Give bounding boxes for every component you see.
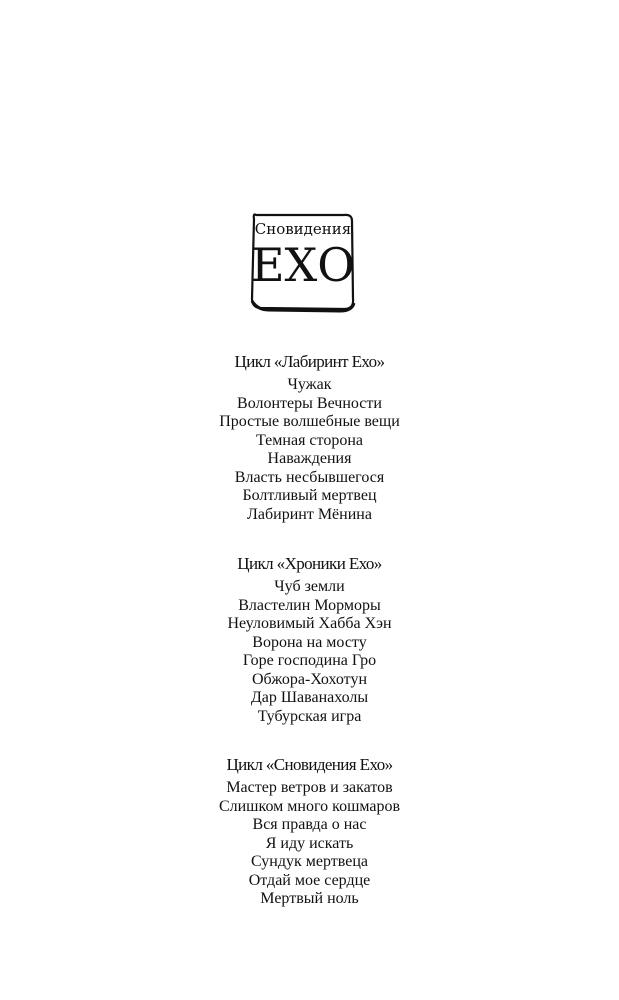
series-title: Цикл «Лабиринт Ехо» xyxy=(234,352,385,371)
book-title: Властелин Морморы xyxy=(238,596,381,614)
book-title: Обжора-Хохотун xyxy=(251,670,368,688)
book-title: Горе господина Гро xyxy=(242,652,377,669)
book-title: Власть несбывшегося xyxy=(234,468,385,486)
book-title: Мастер ветров и закатов xyxy=(226,779,393,796)
logo-title: ЕХО xyxy=(250,238,356,292)
book-title: Лабиринт Мёнина xyxy=(247,505,372,523)
book-title: Я иду искать xyxy=(265,834,354,852)
book-title: Чужак xyxy=(287,376,332,393)
book-title: Болтливый мертвец xyxy=(242,487,377,504)
book-title: Ворона на мосту xyxy=(252,633,367,651)
book-title: Волонтеры Вечности xyxy=(237,394,382,412)
series-title: Цикл «Сновидения Ехо» xyxy=(226,755,393,774)
book-title: Темная сторона xyxy=(256,431,363,449)
book-title: Дар Шаванахолы xyxy=(250,689,369,706)
book-title: Отдай мое сердце xyxy=(248,871,371,889)
book-title: Сундук мертвеца xyxy=(251,853,368,870)
book-title: Чуб земли xyxy=(274,578,345,595)
series-logo xyxy=(248,211,358,313)
series-section-dreams xyxy=(0,755,619,909)
book-title: Наваждения xyxy=(267,450,352,467)
book-title: Мертвый ноль xyxy=(260,890,359,907)
series-section-chronicles xyxy=(0,554,619,726)
series-section-labyrinth xyxy=(0,352,619,524)
book-title: Неуловимый Хабба Хэн xyxy=(227,615,392,632)
book-title: Простые волшебные вещи xyxy=(219,413,400,430)
book-title: Вся правда о нас xyxy=(252,816,367,833)
book-title: Тубурская игра xyxy=(257,707,362,725)
book-title: Слишком много кошмаров xyxy=(218,797,401,815)
series-title: Цикл «Хроники Ехо» xyxy=(237,554,382,573)
logo-subtitle: Сновидения xyxy=(254,220,352,238)
